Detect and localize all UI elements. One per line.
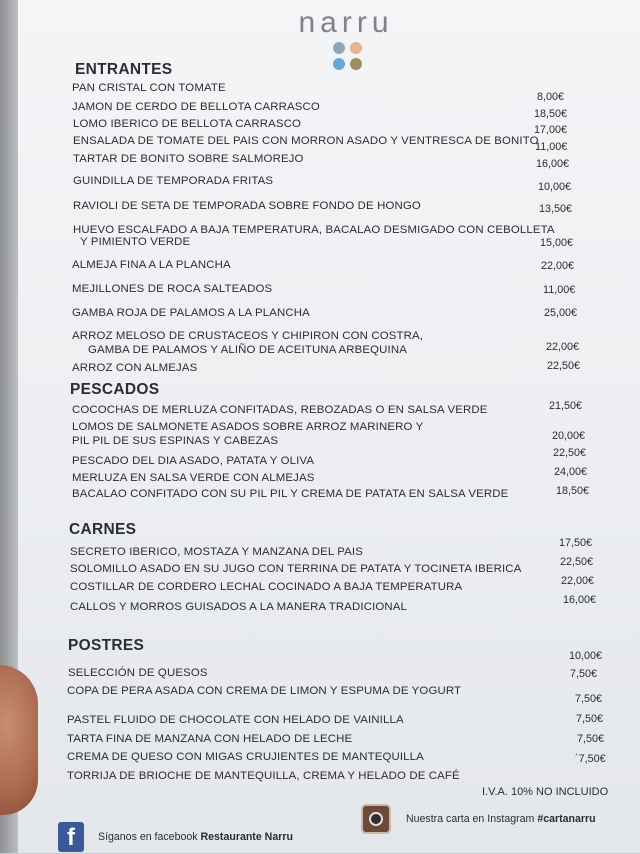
menu-item-price: 15,00€ [540,237,574,249]
menu-item-price: 13,50€ [539,203,573,215]
menu-item-line2: PIL PIL DE SUS ESPINAS Y CABEZAS [72,435,279,447]
menu-item: ARROZ CON ALMEJAS [72,362,198,374]
menu-item-price: 7,50€ [570,668,598,680]
menu-item-price: 11,00€ [543,284,576,296]
menu-item: PAN CRISTAL CON TOMATE [72,82,226,94]
menu-item-price: 18,50€ [534,108,568,120]
facebook-icon: f [58,822,84,852]
section-title-pescados: PESCADOS [70,381,160,398]
menu-item: BACALAO CONFITADO CON SU PIL PIL Y CREMA DE PATATA EN SALSA VERDE [72,488,509,500]
menu-item: MERLUZA EN SALSA VERDE CON ALMEJAS [72,472,315,484]
logo-dot [333,58,345,70]
menu-item-price: 22,50€ [547,360,581,372]
menu-item-price: 17,50€ [559,537,593,549]
menu-item-price: 25,00€ [544,307,578,319]
menu-item: COCOCHAS DE MERLUZA CONFITADAS, REBOZADAS O EN SALSA VERDE [72,404,488,416]
menu-item-price: 18,50€ [556,485,590,497]
menu-item-line2: Y PIMIENTO VERDE [80,236,191,248]
menu-item-price: 20,00€ [552,430,586,442]
menu-item: COPA DE PERA ASADA CON CREMA DE LIMON Y ESPUMA DE YOGURT [67,685,462,697]
menu-item: ARROZ MELOSO DE CRUSTACEOS Y CHIPIRON CON COSTRA, [72,330,424,342]
finger [0,665,38,815]
logo-wordmark: narru [298,6,394,39]
menu-item-price: 22,50€ [553,447,587,459]
menu-item: HUEVO ESCALFADO A BAJA TEMPERATURA, BACALAO DESMIGADO CON CEBOLLETA [73,224,555,236]
menu-item-price: 21,50€ [549,400,583,412]
menu-item: CALLOS Y MORROS GUISADOS A LA MANERA TRADICIONAL [70,601,407,613]
menu-item: LOMO IBERICO DE BELLOTA CARRASCO [73,118,302,130]
menu-item: SECRETO IBERICO, MOSTAZA Y MANZANA DEL PAIS [70,546,363,558]
menu-item-price: 7,50€ [576,713,604,725]
menu-item-price: 22,50€ [560,556,594,568]
logo-dot [350,42,362,54]
menu-item: PASTEL FLUIDO DE CHOCOLATE CON HELADO DE VAINILLA [67,714,404,726]
logo-dot [350,58,362,70]
menu-item-price: 11,00€ [535,141,568,153]
menu-item-price: 8,00€ [537,91,565,103]
menu-item-price: 17,00€ [534,124,568,136]
menu-item: GUINDILLA DE TEMPORADA FRITAS [73,175,274,187]
menu-item-price: 16,00€ [563,594,597,606]
menu-item: SELECCIÓN DE QUESOS [68,667,208,679]
menu-item: SOLOMILLO ASADO EN SU JUGO CON TERRINA DE PATATA Y TOCINETA IBERICA [70,563,522,575]
menu-item: ENSALADA DE TOMATE DEL PAIS CON MORRON ASADO Y VENTRESCA DE BONITO [73,135,539,147]
facebook-footer [98,831,293,843]
section-title-carnes: CARNES [69,521,137,538]
instagram-tag: #cartanarru [537,813,596,825]
menu-item-price: 22,00€ [561,575,595,587]
menu-item: TARTAR DE BONITO SOBRE SALMOREJO [73,153,304,165]
menu-item: ALMEJA FINA A LA PLANCHA [72,259,231,271]
logo-dot [333,42,345,54]
menu-item-line2: GAMBA DE PALAMOS Y ALIÑO DE ACEITUNA ARBEQUINA [88,344,407,356]
section-title-entrantes: ENTRANTES [75,61,173,78]
menu-item-price: 22,00€ [541,260,575,272]
menu-item-price: 16,00€ [536,158,570,170]
menu-item: TARTA FINA DE MANZANA CON HELADO DE LECHE [67,733,353,745]
menu-item-price: 10,00€ [569,650,603,662]
menu-item: PESCADO DEL DIA ASADO, PATATA Y OLIVA [72,455,315,467]
menu-item-price: 7,50€ [577,733,605,745]
menu-item: CREMA DE QUESO CON MIGAS CRUJIENTES DE MANTEQUILLA [67,751,424,763]
menu-item: JAMON DE CERDO DE BELLOTA CARRASCO [72,101,320,113]
menu-item: RAVIOLI DE SETA DE TEMPORADA SOBRE FONDO DE HONGO [73,200,421,212]
instagram-lens-icon [369,812,383,826]
menu-item-price: ´7,50€ [575,753,606,765]
menu-item: MEJILLONES DE ROCA SALTEADOS [72,283,273,295]
facebook-text: Síganos en facebook [98,831,198,843]
section-title-postres: POSTRES [68,637,145,654]
menu-item-price: 24,00€ [554,466,588,478]
menu-sheet [18,0,640,853]
menu-item: GAMBA ROJA DE PALAMOS A LA PLANCHA [72,307,310,319]
instagram-text: Nuestra carta en Instagram [406,813,535,825]
iva-note: I.V.A. 10% NO INCLUIDO [482,786,609,798]
menu-item-price: 10,00€ [538,181,572,193]
narru-logo [296,6,396,70]
instagram-icon [361,804,391,834]
menu-item: LOMOS DE SALMONETE ASADOS SOBRE ARROZ MARINERO Y [72,421,424,433]
instagram-footer [406,813,596,825]
menu-item: TORRIJA DE BRIOCHE DE MANTEQUILLA, CREMA Y HELADO DE CAFÉ [67,770,460,782]
facebook-name: Restaurante Narru [200,831,293,843]
menu-item-price: 7,50€ [575,693,603,705]
menu-item: COSTILLAR DE CORDERO LECHAL COCINADO A BAJA TEMPERATURA [70,581,463,593]
menu-item-price: 22,00€ [546,341,580,353]
